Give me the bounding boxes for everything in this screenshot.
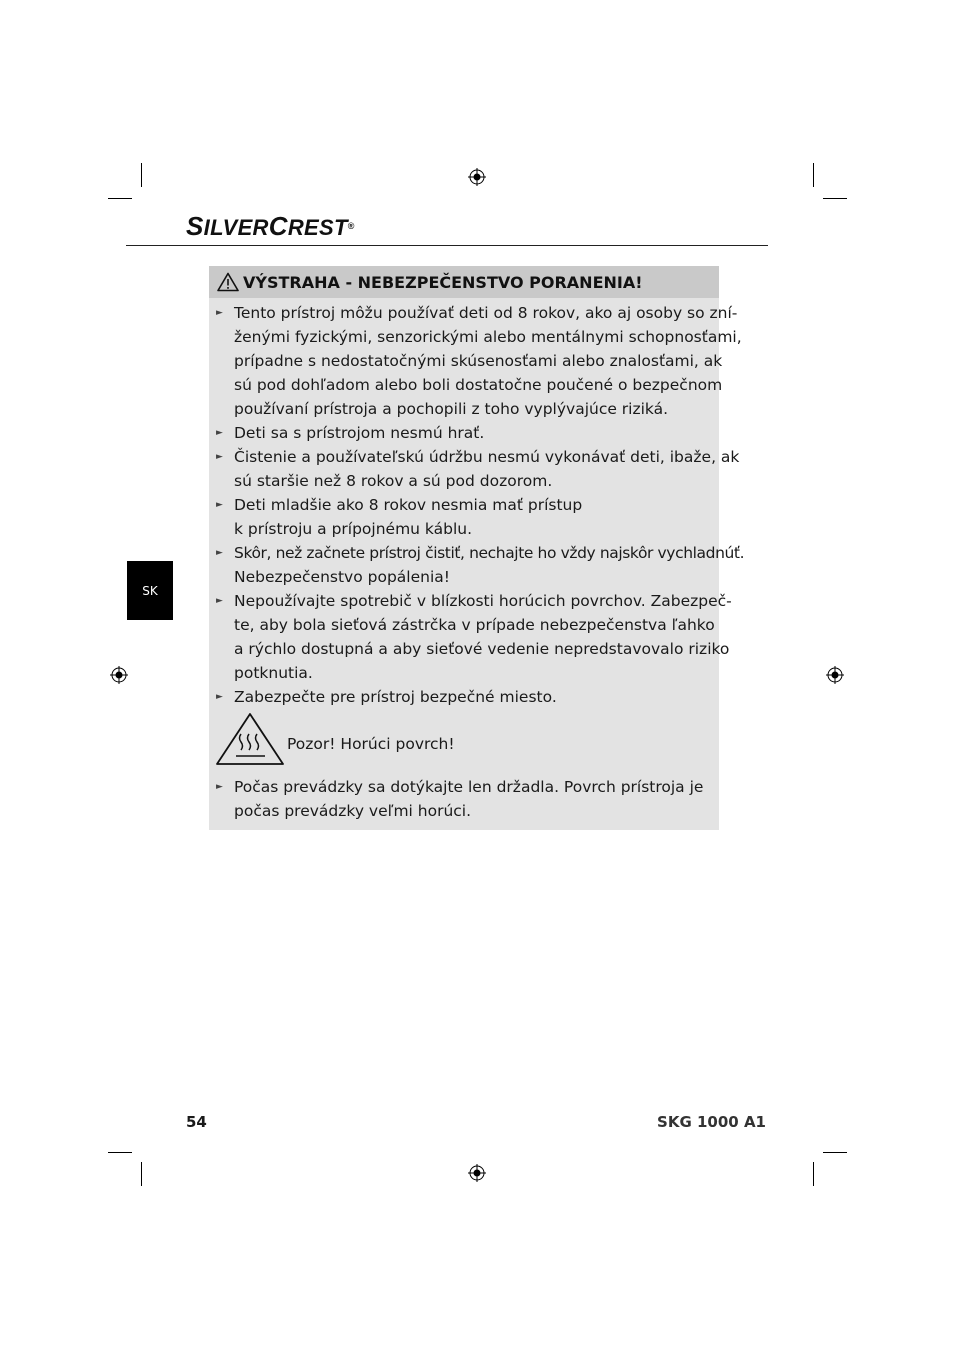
crop-mark [813, 163, 814, 187]
list-item [209, 589, 732, 685]
crop-mark [823, 198, 847, 199]
warning-header [209, 266, 719, 298]
registration-mark-icon [468, 168, 486, 186]
list-item [209, 541, 745, 589]
item-line: Tento prístroj môžu používať deti od 8 rokov, ako aj osoby so zní- [234, 304, 738, 322]
item-line: Deti sa s prístrojom nesmú hrať. [234, 424, 485, 442]
item-line: Deti mladšie ako 8 rokov nesmia mať prístup [234, 496, 583, 514]
warning-list-continued [209, 775, 719, 823]
list-item [209, 445, 740, 493]
model-number: SKG 1000 A1 [657, 1113, 766, 1131]
warning-triangle-icon [217, 272, 239, 292]
item-line: Nebezpečenstvo popálenia! [234, 568, 450, 586]
crop-mark [813, 1162, 814, 1186]
registration-mark-icon [110, 666, 128, 684]
warning-title: VÝSTRAHA - NEBEZPEČENSTVO PORANENIA! [243, 272, 643, 292]
item-line: ženými fyzickými, senzorickými alebo mentálnymi schopnosťami, [234, 328, 742, 346]
crop-mark [108, 198, 132, 199]
brand-logo: SILVERCREST® [186, 211, 355, 241]
registration-mark-icon [468, 1164, 486, 1182]
item-line: a rýchlo dostupná a aby sieťové vedenie nepredstavovalo riziko [234, 640, 730, 658]
item-line: te, aby bola sieťová zástrčka v prípade nebezpečenstva ľahko [234, 616, 715, 634]
bullet-arrow-icon: ► [216, 500, 223, 510]
item-line: k prístroju a prípojnému káblu. [234, 520, 473, 538]
bullet-arrow-icon: ► [216, 428, 223, 438]
page-number: 54 [186, 1113, 207, 1131]
item-line: používaní prístroja a pochopili z toho vyplývajúce riziká. [234, 400, 669, 418]
warning-box [209, 266, 745, 830]
bullet-arrow-icon: ► [216, 782, 223, 792]
item-line: potknutia. [234, 664, 313, 682]
item-line: Zabezpečte pre prístroj bezpečné miesto. [234, 688, 557, 706]
bullet-arrow-icon: ► [216, 308, 223, 318]
bullet-arrow-icon: ► [216, 596, 223, 606]
crop-mark [108, 1152, 132, 1153]
item-line: Skôr, než začnete prístroj čistiť, nechajte ho vždy najskôr vychladnúť. [234, 544, 745, 562]
list-item [209, 685, 719, 709]
crop-mark [141, 1162, 142, 1186]
header-rule [126, 245, 768, 246]
hot-surface-label: Pozor! Horúci povrch! [287, 735, 455, 753]
item-line: počas prevádzky veľmi horúci. [234, 802, 472, 820]
crop-mark [823, 1152, 847, 1153]
item-line: Čistenie a používateľskú údržbu nesmú vykonávať deti, ibaže, ak [234, 448, 740, 466]
crop-mark [141, 163, 142, 187]
list-item [209, 493, 719, 541]
bullet-arrow-icon: ► [216, 692, 223, 702]
language-tab: SK [127, 561, 173, 620]
item-line: Nepoužívajte spotrebič v blízkosti horúcich povrchov. Zabezpeč- [234, 592, 732, 610]
list-item [209, 775, 719, 823]
bullet-arrow-icon: ► [216, 452, 223, 462]
item-line: sú staršie než 8 rokov a sú pod dozorom. [234, 472, 553, 490]
hot-surface-icon [215, 712, 285, 766]
list-item [209, 421, 719, 445]
warning-list [209, 301, 745, 709]
item-line: Počas prevádzky sa dotýkajte len držadla. Povrch prístroja je [234, 778, 704, 796]
item-line: prípadne s nedostatočnými skúsenosťami alebo znalosťami, ak [234, 352, 723, 370]
bullet-arrow-icon: ► [216, 548, 223, 558]
registration-mark-icon [826, 666, 844, 684]
item-line: sú pod dohľadom alebo boli dostatočne poučené o bezpečnom [234, 376, 723, 394]
list-item [209, 301, 742, 421]
